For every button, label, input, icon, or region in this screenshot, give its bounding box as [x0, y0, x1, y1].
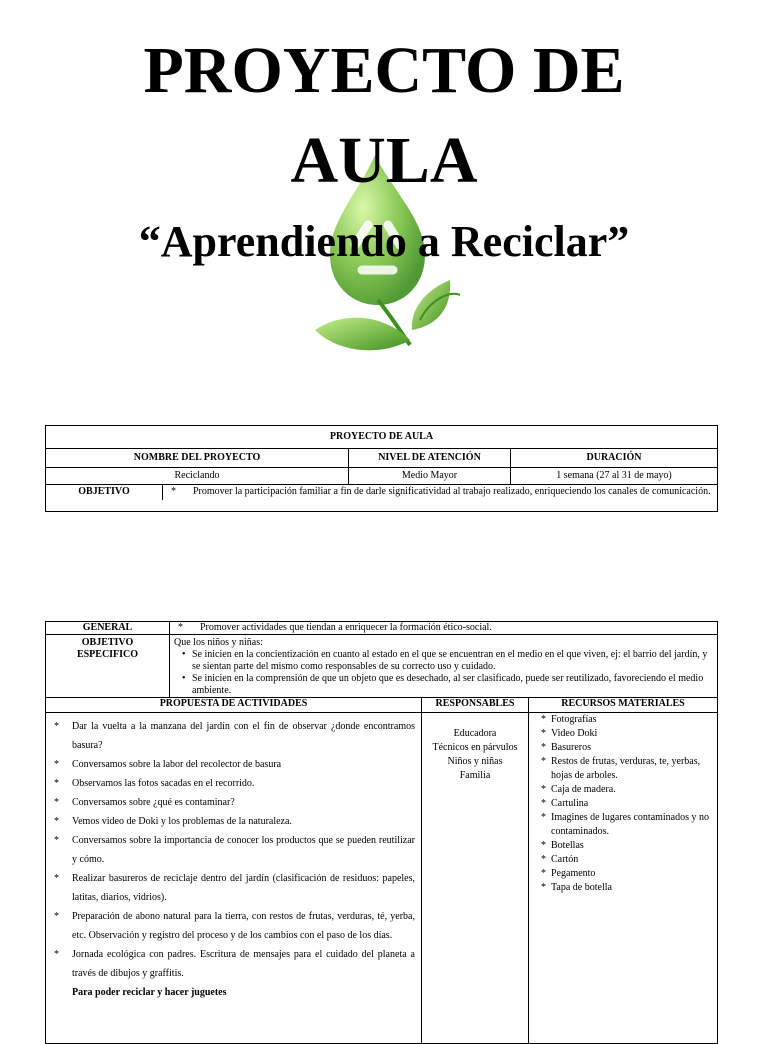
list-item: * Pegamento [551, 867, 713, 881]
list-item: * Restos de frutas, verduras, te, yerbas, hojas de arboles. [551, 755, 713, 783]
list-item: * Preparación de abono natural para la tierra, con restos de frutas, verduras, té, yerba, etc. Observación y registro del proceso y de los cambios con el paso de los días. [72, 907, 415, 945]
list-item: * Conversamos sobre la importancia de conocer los productos que se pueden reutilizar y cómo. [72, 831, 415, 869]
actividades-list [52, 717, 415, 1002]
recursos-list [537, 713, 713, 895]
list-item: * Caja de madera. [551, 783, 713, 797]
list-item: * Conversamos sobre ¿qué es contaminar? [72, 793, 415, 812]
header-nombre: NOMBRE DEL PROYECTO [46, 449, 349, 468]
subheading: Para poder reciclar y hacer juguetes [72, 987, 227, 998]
header-nivel: NIVEL DE ATENCIÓN [349, 449, 511, 468]
objetivo-text: Promover la participación familiar a fin de darle significatividad al trabajo realizado, enriqueciendo los canales de comunicación. [193, 486, 711, 497]
list-item: * Realizar basureros de reciclaje dentro del jardín (clasificación de residuos: papeles, latitas, diarios, vidrios). [72, 869, 415, 907]
table-heading: PROYECTO DE AULA [46, 426, 718, 449]
value-nombre: Reciclando [46, 468, 349, 485]
bullet-star-icon: * [171, 486, 176, 497]
responsables-list [426, 727, 524, 783]
especifico-intro: Que los niños y niñas: [174, 637, 263, 648]
value-duracion: 1 semana (27 al 31 de mayo) [511, 468, 718, 485]
subtitle: “Aprendiendo a Reciclar” [138, 217, 630, 266]
list-item: • Se inicien en la concientización en cuanto al estado en el que se encuentran en el medio en el que viven, ej: el barrio del jardín, y se sientan parte del mismo como responsables de su correcto uso y cuidado. [192, 649, 713, 673]
list-item: * Dar la vuelta a la manzana del jardín con el fin de observar ¿donde encontramos basura? [72, 717, 415, 755]
list-item: * Tapa de botella [551, 881, 713, 895]
title-line-1: PROYECTO DE [143, 34, 625, 107]
activities-table [45, 621, 718, 1044]
header-recursos: RECURSOS MATERIALES [529, 698, 718, 713]
list-item: Familia [459, 770, 491, 781]
list-item: * Video Doki [551, 727, 713, 741]
list-item: Técnicos en párvulos [432, 742, 518, 753]
header-responsables: RESPONSABLES [422, 698, 529, 713]
list-item: * Jornada ecológica con padres. Escritura de mensajes para el cuidado del planeta a través de dibujos y graffitis. [72, 945, 415, 983]
list-item: * Conversamos sobre la labor del recolector de basura [72, 755, 415, 774]
header-duracion: DURACIÓN [511, 449, 718, 468]
general-label: GENERAL [46, 622, 170, 635]
bullet-star-icon: * [178, 622, 183, 633]
especifico-label: OBJETIVO ESPECIFICO [46, 635, 170, 698]
list-item: Niños y niñas [447, 756, 503, 767]
project-summary-table [45, 425, 718, 512]
list-item: * Basureros [551, 741, 713, 755]
header-actividades: PROPUESTA DE ACTIVIDADES [46, 698, 422, 713]
list-item: Educadora [453, 728, 497, 739]
list-item: * Cartulina [551, 797, 713, 811]
value-nivel: Medio Mayor [349, 468, 511, 485]
list-item: * Observamos las fotos sacadas en el recorrido. [72, 774, 415, 793]
title-line-2: AULA [290, 124, 478, 197]
objetivo-label: OBJETIVO [46, 485, 163, 500]
list-item: • Se inicien en la comprensión de que un objeto que es desechado, al ser clasificado, puede ser reutilizado, favoreciendo el medio ambiente. [192, 673, 713, 697]
list-item: * Cartón [551, 853, 713, 867]
general-text: Promover actividades que tiendan a enriquecer la formación ético-social. [200, 622, 492, 633]
especifico-list [174, 649, 713, 697]
list-item: * Imagines de lugares contaminados y no contaminados. [551, 811, 713, 839]
list-item: * Vemos video de Doki y los problemas de la naturaleza. [72, 812, 415, 831]
list-item: * Fotografías [551, 713, 713, 727]
list-item: * Botellas [551, 839, 713, 853]
